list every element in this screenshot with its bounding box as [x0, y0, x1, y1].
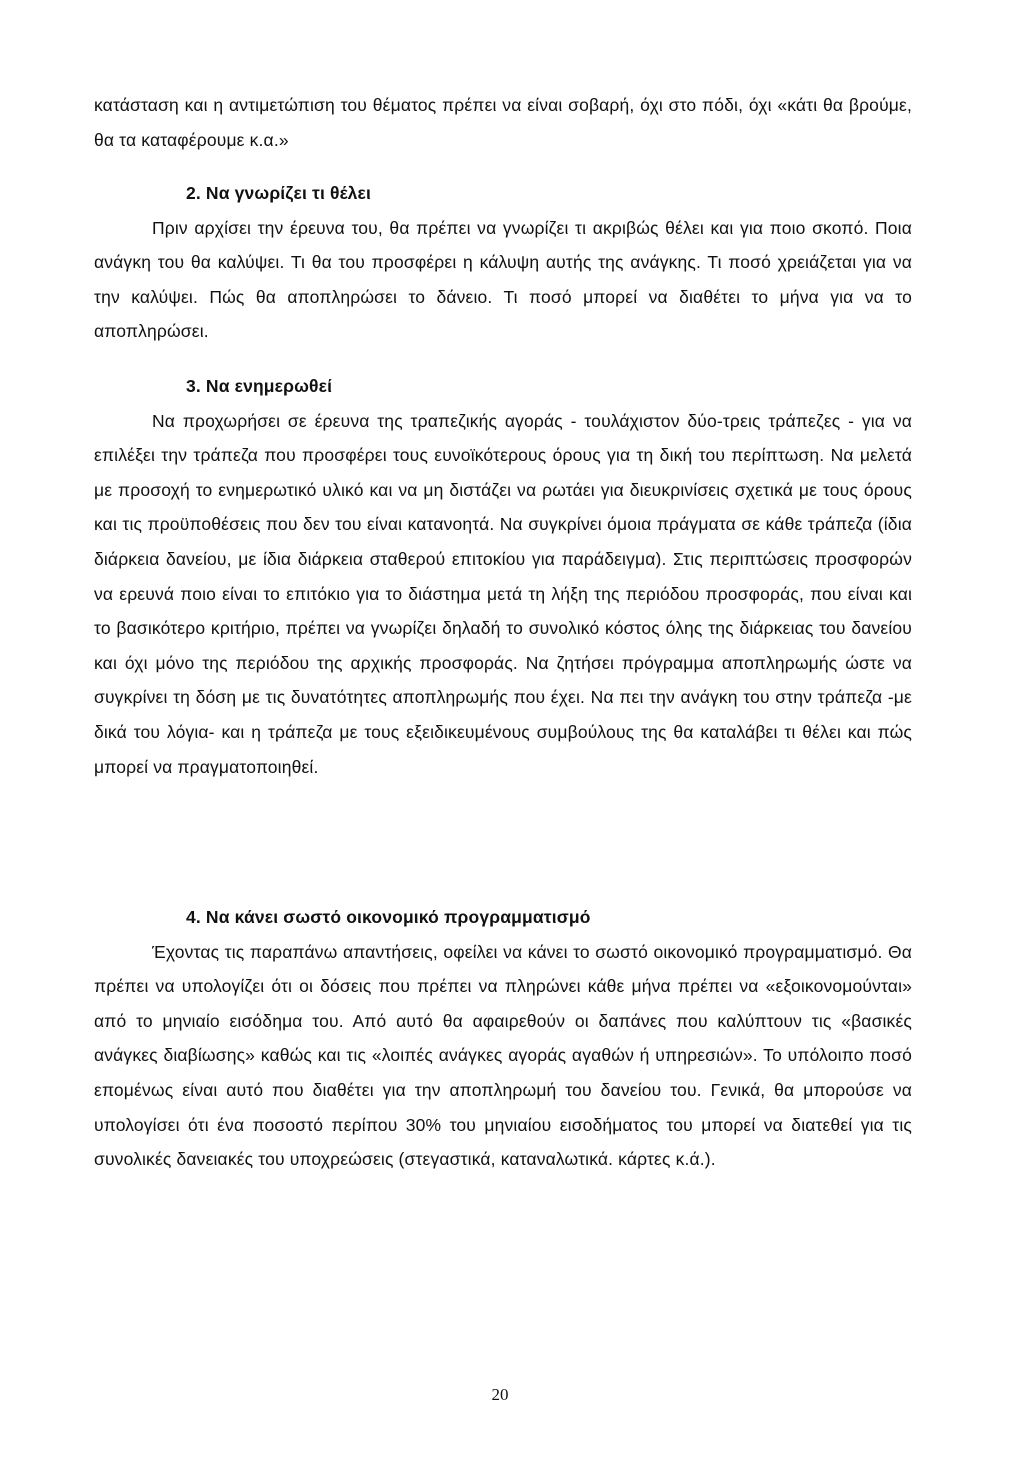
page-number: 20 [491, 1385, 509, 1404]
section-4 [94, 900, 912, 1177]
section-3-heading: 3. Να ενημερωθεί [186, 376, 333, 396]
section-2 [94, 176, 912, 349]
section-2-heading: 2. Να γνωρίζει τι θέλει [186, 183, 371, 203]
section-3-paragraph: Να προχωρήσει σε έρευνα της τραπεζικής αγοράς - τουλάχιστον δύο-τρεις τράπεζες - για να επιλέξει την τράπεζα που προσφέρει τους ευνοϊκότερους όρους για τη δική του περίπτωση. Να μελετά με προσοχή το ενημερωτικό υλικό και να μη διστάζει να ρωτάει για διευκρινίσεις σχετικά με τους όρους και τις προϋποθέσεις που δεν του είναι κατανοητά. Να συγκρίνει όμοια πράγματα σε κάθε τράπεζα (ίδια διάρκεια δανείου, με ίδια διάρκεια σταθερού επιτοκίου για παράδειγμα). Στις περιπτώσεις προσφορών να ερευνά ποιο είναι το επιτόκιο για το διάστημα μετά τη λήξη της περιόδου προσφοράς, που είναι και το βασικότερο κριτήριο, πρέπει να γνωρίζει δηλαδή το συνολικό κόστος όλης της διάρκειας του δανείου και όχι μόνο της περιόδου της αρχικής προσφοράς. Να ζητήσει πρόγραμμα αποπληρωμής ώστε να συγκρίνει τη δόση με τις δυνατότητες αποπληρωμής που έχει. Να πει την ανάγκη του στην τράπεζα -με δικά του λόγια- και η τράπεζα με τους εξειδικευμένους συμβούλους της θα καταλάβει τι θέλει και πώς μπορεί να πραγματοποιηθεί. [94, 410, 912, 777]
intro-block [94, 88, 912, 157]
intro-paragraph: κατάσταση και η αντιμετώπιση του θέματος πρέπει να είναι σοβαρή, όχι στο πόδι, όχι «κάτι θα βρούμε, θα τα καταφέρουμε κ.α.» [94, 95, 912, 150]
section-4-paragraph: Έχοντας τις παραπάνω απαντήσεις, οφείλει να κάνει το σωστό οικονομικό προγραμματισμό. Θα πρέπει να υπολογίζει ότι οι δόσεις που πρέπει να πληρώνει κάθε μήνα πρέπει να «εξοικονομούνται» από το μηνιαίο εισόδημα του. Από αυτό θα αφαιρεθούν οι δαπάνες που καλύπτουν τις «βασικές ανάγκες διαβίωσης» καθώς και τις «λοιπές ανάγκες αγοράς αγαθών ή υπηρεσιών». Το υπόλοιπο ποσό επομένως είναι αυτό που διαθέτει για την αποπληρωμή του δανείου του. Γενικά, θα μπορούσε να υπολογίσει ότι ένα ποσοστό περίπου 30% του μηνιαίου εισοδήματος του μπορεί να διατεθεί για τις συνολικές δανειακές του υποχρεώσεις (στεγαστικά, καταναλωτικά. κάρτες κ.ά.). [94, 941, 912, 1170]
section-2-paragraph: Πριν αρχίσει την έρευνα του, θα πρέπει να γνωρίζει τι ακριβώς θέλει και για ποιο σκοπό. Ποια ανάγκη του θα καλύψει. Τι θα του προσφέρει η κάλυψη αυτής της ανάγκης. Τι ποσό χρειάζεται για να την καλύψει. Πώς θα αποπληρώσει το δάνειο. Τι ποσό μπορεί να διαθέτει το μήνα για να το αποπληρώσει. [94, 217, 912, 342]
section-3 [94, 369, 912, 784]
section-4-heading: 4. Να κάνει σωστό οικονομικό προγραμματισμό [186, 907, 591, 927]
